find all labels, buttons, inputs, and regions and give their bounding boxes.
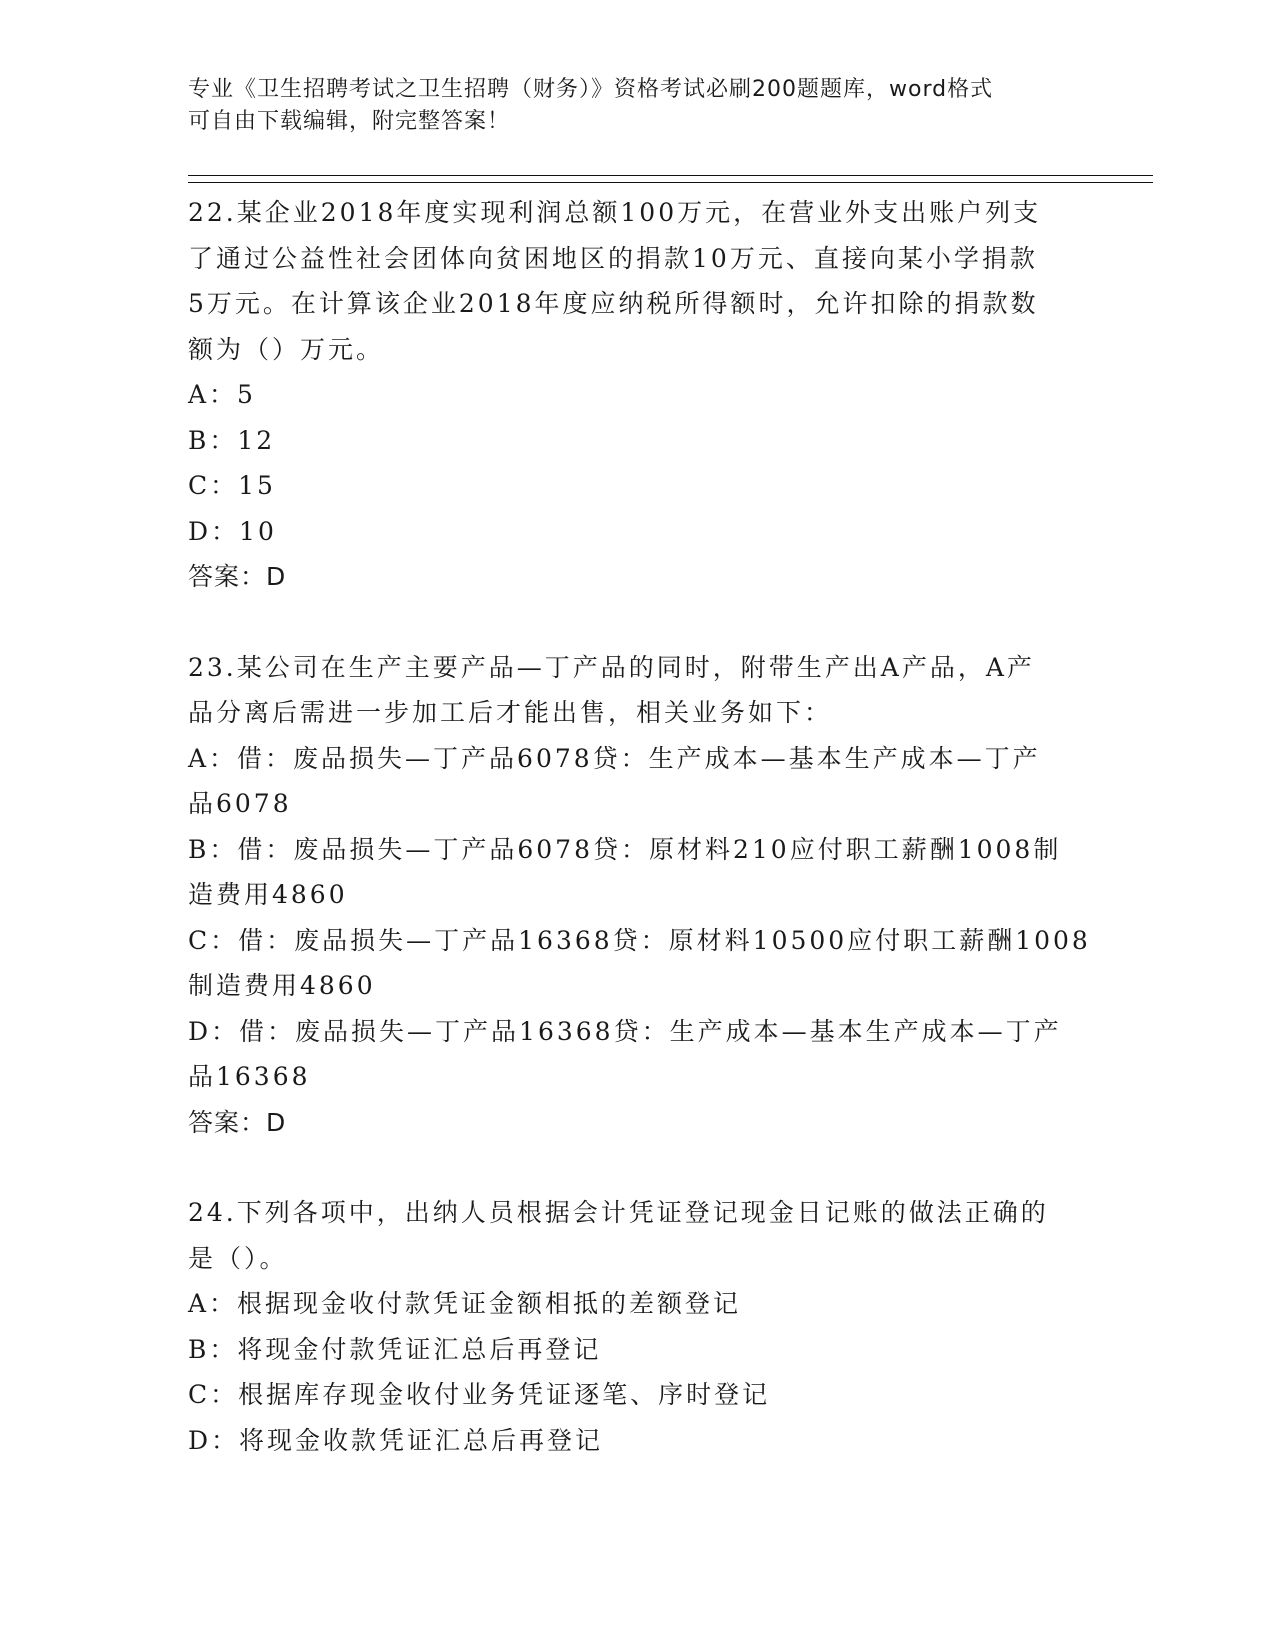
option-c: C：15 — [188, 471, 276, 500]
option-a: A：根据现金收付款凭证金额相抵的差额登记 — [188, 1289, 742, 1318]
question-stem-line: 了通过公益性社会团体向贫困地区的捐款10万元、直接向某小学捐款 — [188, 243, 1038, 273]
option-c: C：借：废品损失—丁产品16368贷：原材料10500应付职工薪酬1008 — [188, 925, 1091, 955]
option-b: B：将现金付款凭证汇总后再登记 — [188, 1334, 602, 1364]
option-b-continued: 造费用4860 — [188, 880, 348, 909]
header-rule-bottom — [188, 182, 1153, 183]
question-stem-line: 品分离后需进一步加工后才能出售，相关业务如下： — [188, 698, 833, 727]
header-line-2: 可自由下载编辑，附完整答案！ — [188, 109, 511, 134]
header-rule-top — [188, 175, 1153, 176]
option-b: B：12 — [188, 425, 276, 455]
option-a-continued: 品6078 — [188, 789, 292, 818]
document-header — [188, 74, 1088, 138]
question-22 — [188, 190, 1088, 600]
answer-line: 答案：D — [188, 562, 287, 591]
question-stem-line: 额为（）万元。 — [188, 334, 385, 364]
question-stem-line: 22.某企业2018年度实现利润总额100万元，在营业外支出账户列支 — [188, 198, 1042, 227]
header-line-1: 专业《卫生招聘考试之卫生招聘（财务）》资格考试必刷200题题库，word格式 — [188, 77, 994, 102]
option-d: D：将现金收款凭证汇总后再登记 — [188, 1425, 604, 1455]
answer-line: 答案：D — [188, 1107, 287, 1137]
option-d: D：10 — [188, 516, 277, 546]
question-stem-line: 5万元。在计算该企业2018年度应纳税所得额时，允许扣除的捐款数 — [188, 289, 1039, 318]
option-a: A：5 — [188, 380, 256, 409]
question-spacer — [188, 600, 1088, 645]
question-spacer — [188, 1145, 1088, 1190]
option-c-continued: 制造费用4860 — [188, 971, 376, 1000]
question-stem-line: 是（）。 — [188, 1243, 288, 1273]
option-c: C：根据库存现金收付业务凭证逐笔、序时登记 — [188, 1380, 771, 1409]
question-stem-line: 24.下列各项中，出纳人员根据会计凭证登记现金日记账的做法正确的 — [188, 1198, 1049, 1227]
option-a: A：借：废品损失—丁产品6078贷：生产成本—基本生产成本—丁产 — [188, 743, 1041, 773]
option-b: B：借：废品损失—丁产品6078贷：原材料210应付职工薪酬1008制 — [188, 834, 1062, 864]
option-d-continued: 品16368 — [188, 1062, 311, 1091]
question-list — [188, 190, 1091, 1463]
question-23 — [188, 645, 1091, 1146]
question-24 — [188, 1190, 1088, 1463]
question-stem-line: 23.某公司在生产主要产品—丁产品的同时，附带生产出A产品，A产 — [188, 652, 1035, 682]
option-d: D：借：废品损失—丁产品16368贷：生产成本—基本生产成本—丁产 — [188, 1016, 1062, 1046]
